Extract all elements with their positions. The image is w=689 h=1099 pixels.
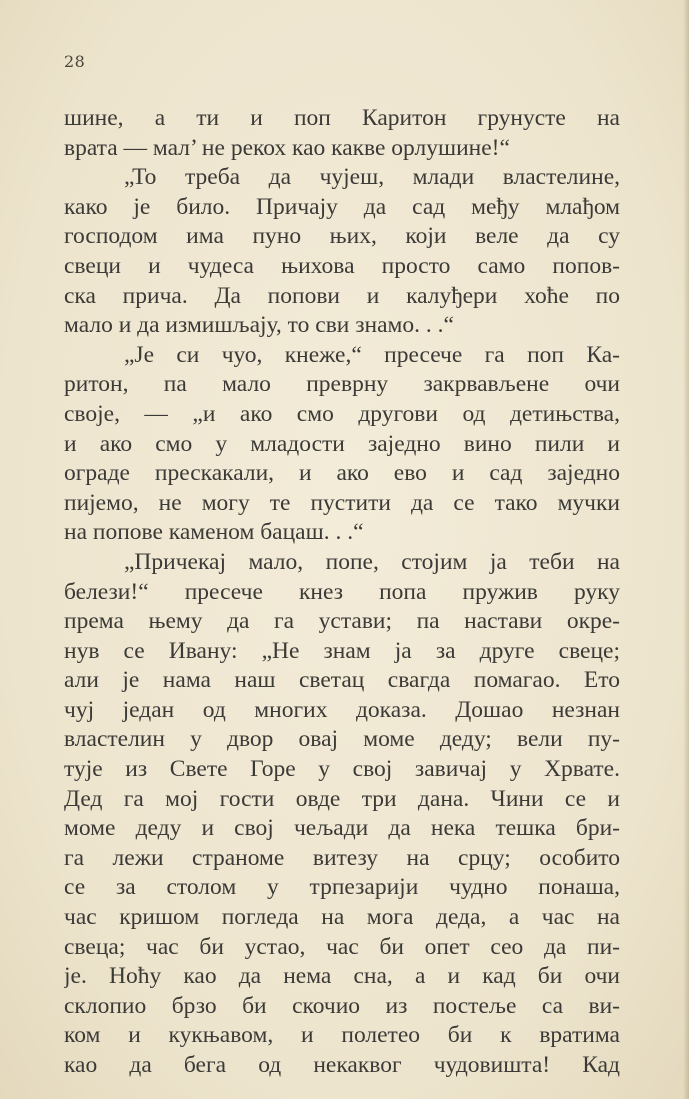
text-line: мало и да измишљају, то сви знамо. . .“ (64, 312, 454, 339)
text-line: нув се Ивану: „Не знам ја за друге свеце; (64, 637, 620, 664)
text-line: се за столом у трпезарији чудно понаша, (64, 874, 620, 901)
text-line: властелин у двор овај моме деду; вели пу- (64, 726, 620, 753)
text-line: према њему да га устави; па настави окре- (64, 608, 620, 635)
text-line: час кришом погледа на мога деда, а час на (64, 904, 620, 931)
text-line: свеца; час би устао, час би опет сео да пи- (64, 933, 620, 960)
text-line: на попове каменом бацаш. . .“ (64, 519, 364, 546)
text-line: белези!“ пресече кнез попа пружив руку (64, 578, 620, 605)
page-number: 28 (64, 52, 86, 71)
text-line: га лежи страноме витезу на срцу; особито (64, 844, 620, 871)
text-line: „То треба да чујеш, млади властелине, (124, 164, 620, 191)
text-line: је. Ноћу као да нема сна, а и кад би очи (64, 963, 620, 990)
text-line: али је нама наш светац свагда помагао. Ето (64, 667, 620, 694)
text-line: и ако смо у младости заједно вино пили и (64, 430, 620, 457)
text-line: врата — мал’ не рекох као какве орлушине!“ (64, 134, 510, 161)
text-line: господом има пуно њих, који веле да су (64, 223, 620, 250)
text-line: ком и кукњавом, и полетео би к вратима (64, 1022, 620, 1049)
text-line: како је било. Причају да сад међу млађом (64, 193, 620, 220)
text-line: шине, а ти и поп Каритон грунусте на (64, 105, 620, 131)
page-edge-shadow (683, 0, 689, 1099)
text-line: пијемо, не могу те пустити да се тако мучки (64, 489, 620, 516)
text-line: „Је си чуо, кнеже,“ пресече га поп Ка- (124, 341, 620, 368)
text-line: ритон, па мало преврну закрвављене очи (64, 371, 620, 398)
text-line: своје, — „и ако смо другови од детињства, (64, 400, 620, 427)
text-line: тује из Свете Горе у свој завичај у Хрвате. (64, 756, 620, 783)
text-line: свеци и чудеса њихова просто само попов- (64, 252, 620, 279)
text-line: „Причекај мало, попе, стојим ја теби на (124, 548, 620, 575)
text-line: Дед га мој гости овде три дана. Чини се и (64, 785, 620, 812)
text-line: чуј један од многих доказа. Дошао незнан (64, 696, 620, 723)
text-line: ска прича. Да попови и калуђери хоће по (64, 282, 620, 309)
body-text (64, 104, 620, 1081)
text-line: моме деду и свој чељади да нека тешка бри- (64, 815, 620, 842)
text-line: ограде прескакали, и ако ево и сад заједно (64, 460, 620, 487)
text-line: склопио брзо би скочио из постеље са ви- (64, 992, 620, 1019)
text-line: као да бега од некаквог чудовишта! Кад (64, 1052, 620, 1078)
